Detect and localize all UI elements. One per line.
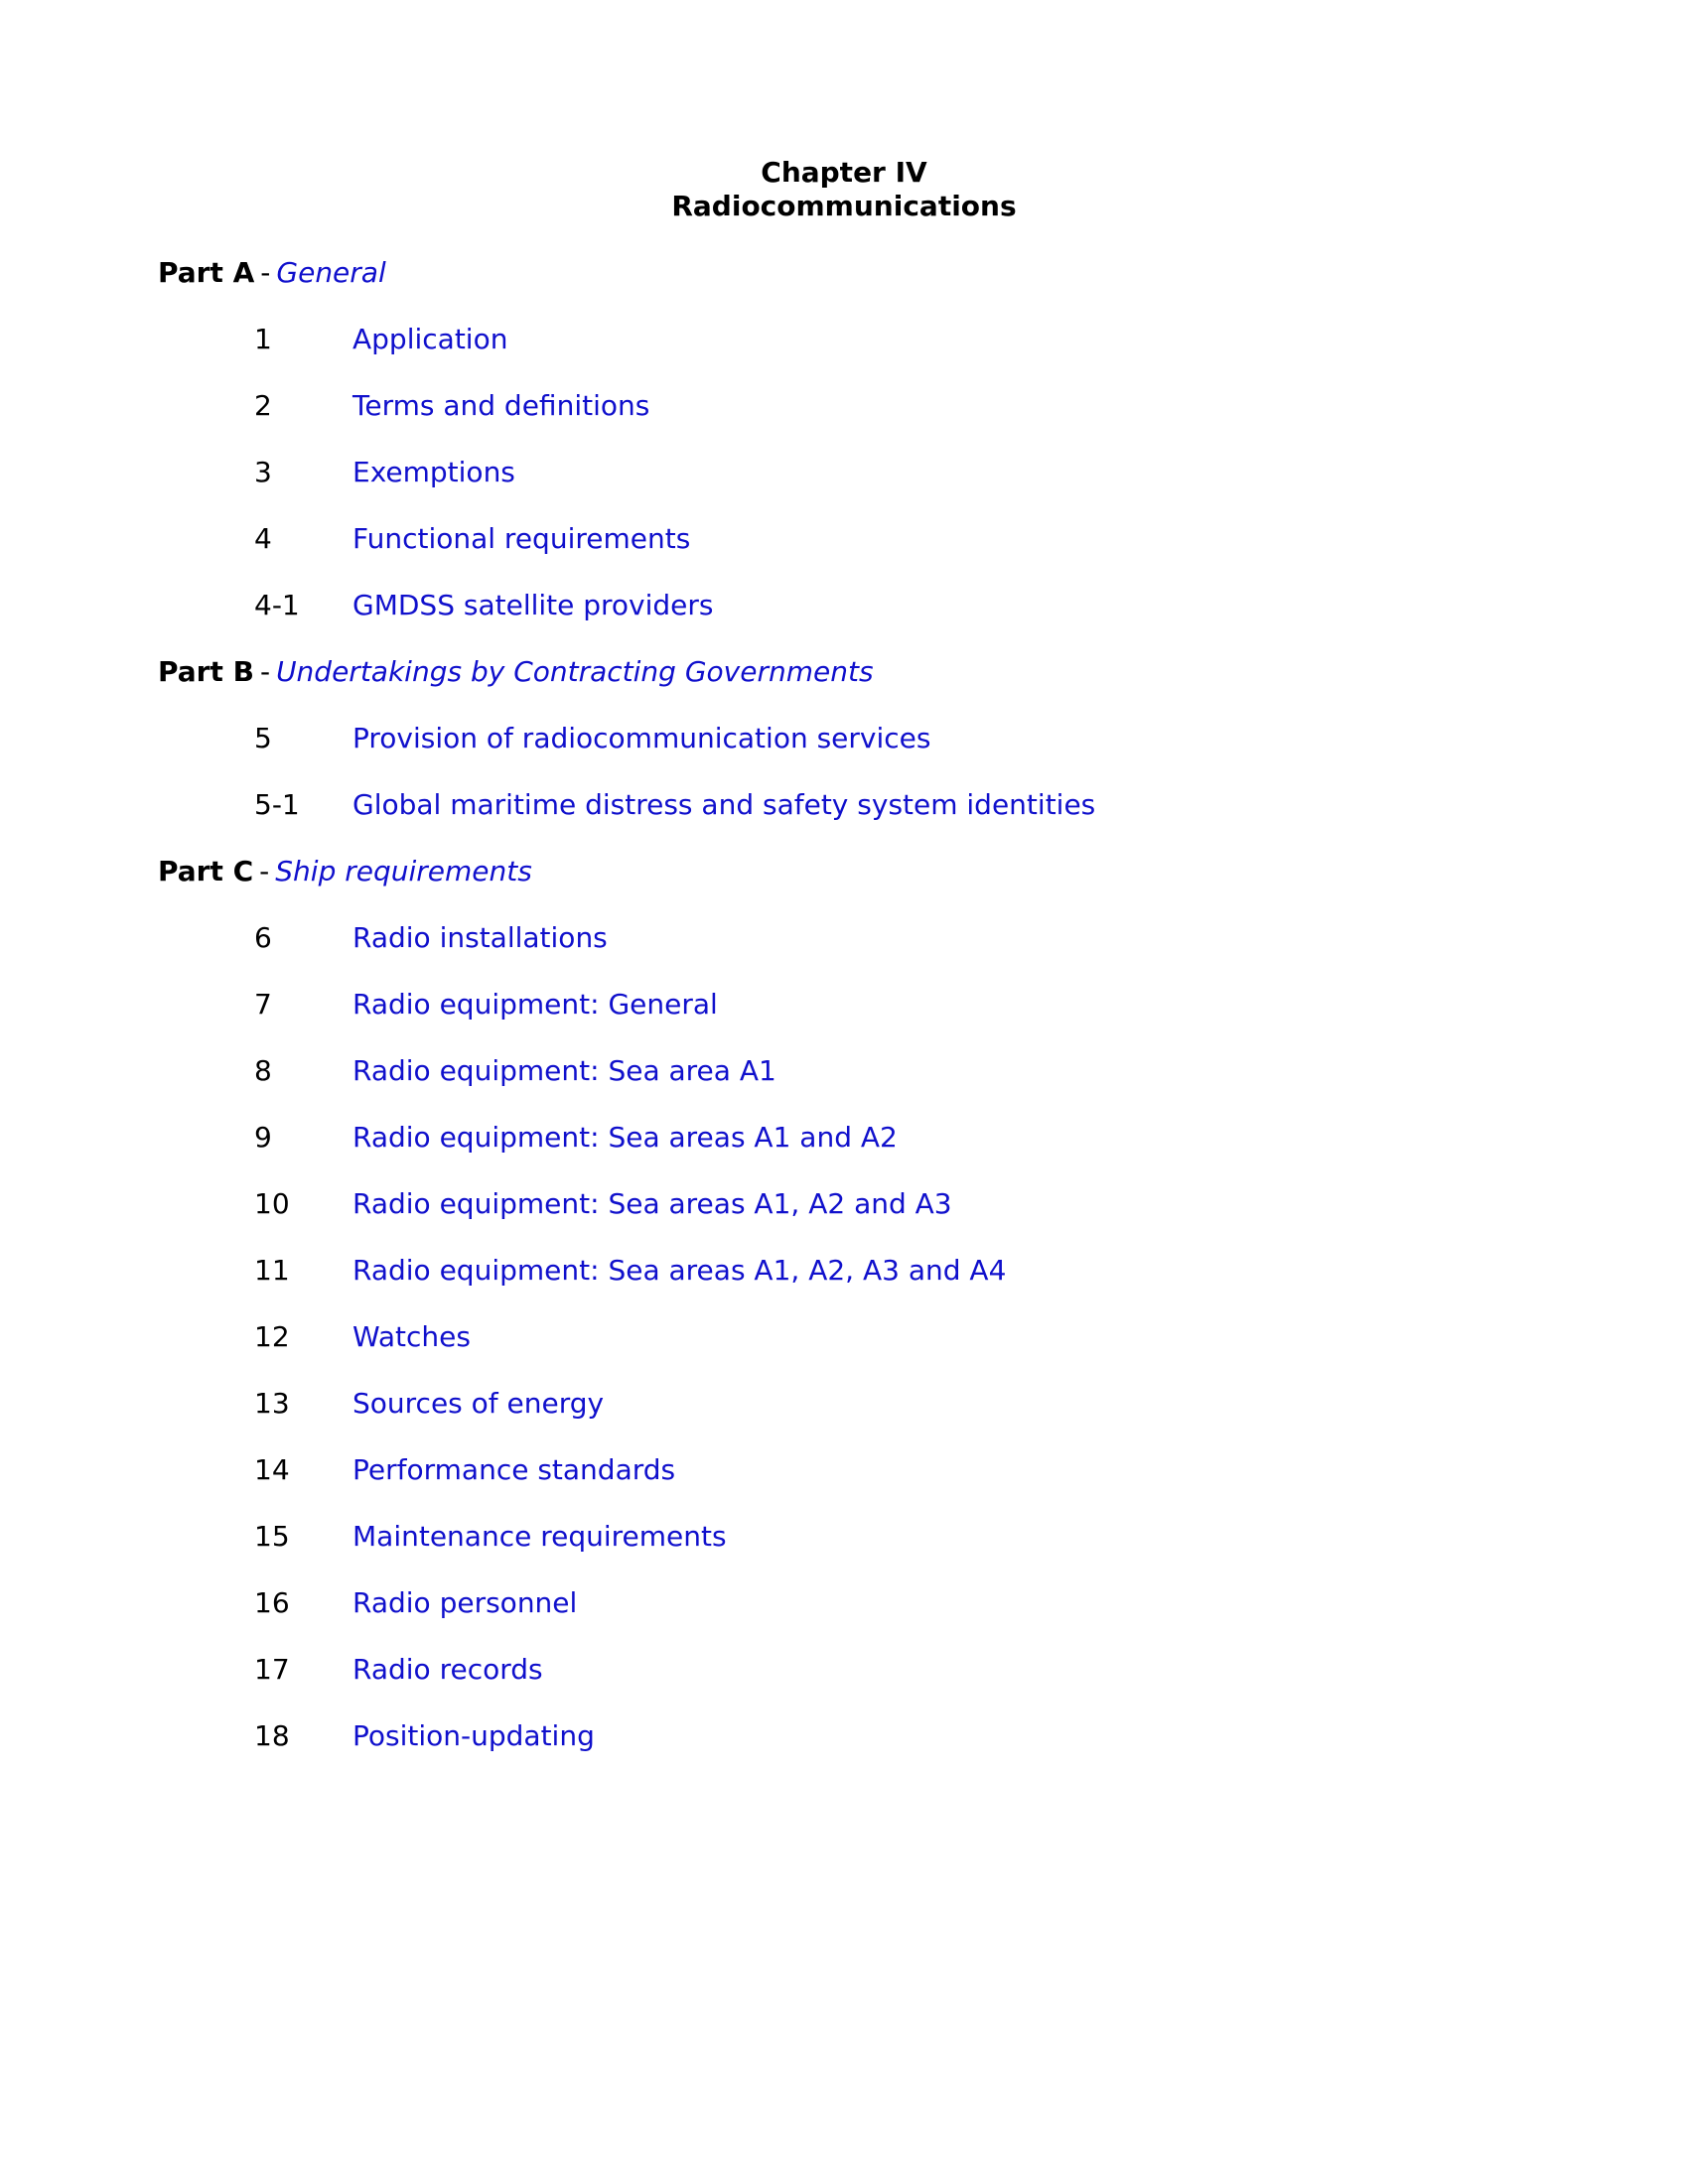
regulation-link-application[interactable]: Application <box>352 323 508 355</box>
regulation-number: 10 <box>254 1187 290 1220</box>
regulation-number: 4 <box>254 522 272 555</box>
regulation-link-gmdss-satellite-providers[interactable]: GMDSS satellite providers <box>352 589 714 621</box>
regulation-link-performance-standards[interactable]: Performance standards <box>352 1453 676 1486</box>
regulation-number: 6 <box>254 921 272 954</box>
regulation-number: 1 <box>254 323 272 355</box>
regulation-link-functional-requirements[interactable]: Functional requirements <box>352 522 691 555</box>
chapter-title: Chapter IV <box>761 156 927 189</box>
part-link-general[interactable]: General <box>276 256 386 289</box>
regulation-link-radio-equipment-a1-a2-a3[interactable]: Radio equipment: Sea areas A1, A2 and A3 <box>352 1187 952 1220</box>
part-separator: - <box>259 655 271 688</box>
regulation-number: 8 <box>254 1054 272 1087</box>
chapter-subtitle: Radiocommunications <box>671 190 1017 222</box>
part-heading-a <box>158 256 386 290</box>
regulation-link-radio-records[interactable]: Radio records <box>352 1653 543 1686</box>
part-label: Part A <box>158 256 255 289</box>
regulation-link-radio-equipment-general[interactable]: Radio equipment: General <box>352 988 718 1021</box>
regulation-number: 5-1 <box>254 788 300 821</box>
regulation-number: 2 <box>254 389 272 422</box>
regulation-link-radio-equipment-a1[interactable]: Radio equipment: Sea area A1 <box>352 1054 776 1087</box>
regulation-number: 4-1 <box>254 589 300 621</box>
regulation-link-radio-personnel[interactable]: Radio personnel <box>352 1586 578 1619</box>
regulation-link-watches[interactable]: Watches <box>352 1320 471 1353</box>
regulation-link-exemptions[interactable]: Exemptions <box>352 456 515 488</box>
regulation-number: 18 <box>254 1719 290 1752</box>
regulation-number: 16 <box>254 1586 290 1619</box>
regulation-number: 15 <box>254 1520 290 1553</box>
regulation-number: 17 <box>254 1653 290 1686</box>
regulation-link-radio-installations[interactable]: Radio installations <box>352 921 608 954</box>
regulation-number: 5 <box>254 722 272 754</box>
part-separator: - <box>259 855 270 887</box>
regulation-number: 12 <box>254 1320 290 1353</box>
regulation-link-position-updating[interactable]: Position-updating <box>352 1719 595 1752</box>
regulation-link-maintenance-requirements[interactable]: Maintenance requirements <box>352 1520 727 1553</box>
regulation-number: 13 <box>254 1387 290 1420</box>
regulation-link-gmdss-identities[interactable]: Global maritime distress and safety system identities <box>352 788 1096 821</box>
regulation-link-radio-equipment-a1-a2-a3-a4[interactable]: Radio equipment: Sea areas A1, A2, A3 and A4 <box>352 1254 1007 1287</box>
part-label: Part C <box>158 855 254 887</box>
regulation-number: 11 <box>254 1254 290 1287</box>
part-label: Part B <box>158 655 254 688</box>
regulation-number: 7 <box>254 988 272 1021</box>
regulation-number: 9 <box>254 1121 272 1154</box>
part-separator: - <box>260 256 271 289</box>
part-heading-c <box>158 855 532 888</box>
regulation-link-provision-of-radiocommunication-services[interactable]: Provision of radiocommunication services <box>352 722 931 754</box>
regulation-link-sources-of-energy[interactable]: Sources of energy <box>352 1387 605 1420</box>
part-link-ship-requirements[interactable]: Ship requirements <box>275 855 532 887</box>
regulation-link-radio-equipment-a1-a2[interactable]: Radio equipment: Sea areas A1 and A2 <box>352 1121 898 1154</box>
regulation-link-terms-and-definitions[interactable]: Terms and definitions <box>352 389 650 422</box>
part-link-undertakings[interactable]: Undertakings by Contracting Governments <box>276 655 874 688</box>
part-heading-b <box>158 655 874 689</box>
regulation-number: 14 <box>254 1453 290 1486</box>
regulation-number: 3 <box>254 456 272 488</box>
